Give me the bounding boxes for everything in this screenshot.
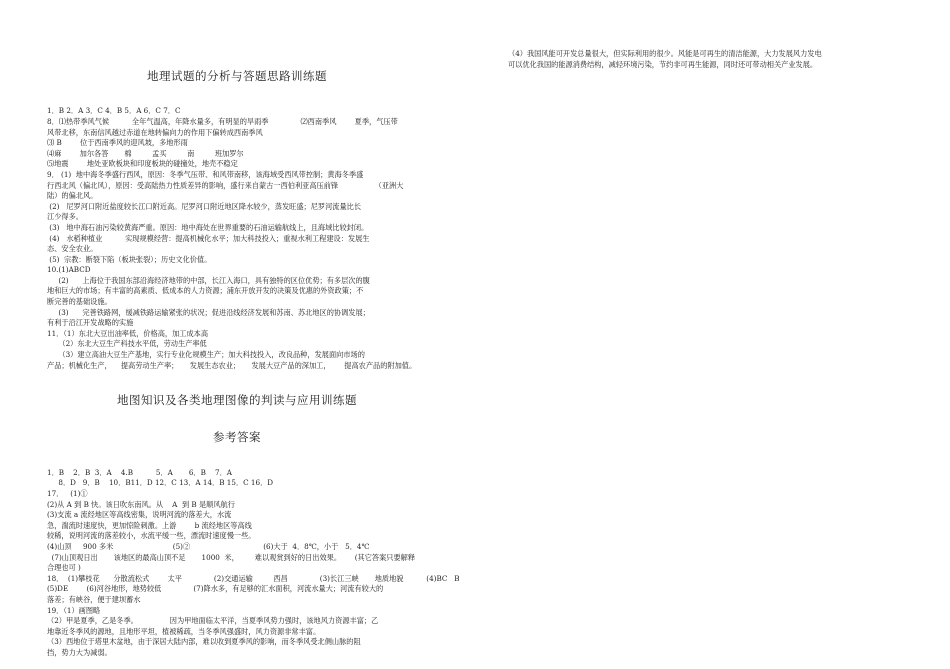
answer-line: 11．（1）东北大豆出油率低，价格高，加工成本高 bbox=[47, 328, 209, 338]
answer-line: 17． (1)① bbox=[47, 488, 88, 498]
answer-line: 急，湍流时速度快，更加惊险刺激。上游 b 流经地区等高线 bbox=[47, 520, 252, 530]
answer-line: 地靠近冬季风的源地，且地形平坦，植被稀疏，当冬季风强盛时，风力资源非常丰富。 bbox=[47, 626, 321, 636]
answer-line: (2) 尼罗河口附近盐度较长江口附近高。尼罗河口附近地区降水较少，蒸发旺盛；尼罗河流量比长 bbox=[47, 201, 362, 211]
title-analysis-training: 地理试题的分析与答题思路训练题 bbox=[147, 69, 327, 84]
answer-line: （3）西地位于塔里木盆地，由于深居大陆内部，难以收到夏季风的影响，而冬季风受北侧山脉的阻 bbox=[47, 637, 361, 647]
answer-line: 可以优化我国的能源消费结构，减轻环境污染，节约非可再生能源，同时还可带动相关产业发展。 bbox=[508, 59, 818, 69]
answer-line: 地和巨大的市场；有丰富的高素质、低成本的人力资源；浦东开放开发的决策及优惠的外资政策；不 bbox=[47, 286, 364, 296]
answer-line: (5) 宗教：断裂下陷（板块张裂）；历史文化价值。 bbox=[47, 254, 212, 264]
answer-line: 陆）的偏北风。 bbox=[47, 191, 98, 201]
answer-line: 行西北风（偏北风），原因：受高陆热力性质差异的影响，盛行来自蒙古一西伯利亚高压前锋 （亚洲大 bbox=[47, 180, 404, 190]
answer-line: (4) 水稻种植业 实现规模经营：提高机械化水平；加大科技投入；重视水利工程建设：发展生 bbox=[47, 233, 370, 243]
answer-line: 9． (1) 地中海冬季盛行西风，原因：冬季气压带、和风带南移，该海域受西风带控制；黄海冬季盛 bbox=[47, 169, 364, 179]
answer-line: 态、安全农业。 bbox=[47, 244, 98, 254]
answer-line: 风带北移，东南信风越过赤道在地转偏向力的作用下偏转成西南季风 bbox=[47, 127, 263, 137]
answer-line: 19．（1）画图略 bbox=[47, 605, 101, 615]
answer-line: (5)DE (6)河谷地形，地势较低 (7)降水多，有足够的汇水面积，河流水量大；河流有较大的 bbox=[47, 584, 384, 594]
section2-answers bbox=[47, 467, 460, 659]
answer-line: 18． (1)攀枝花 分散流松式 太平 (2)交通运输 西昌 (3)长江三峡 地质地貌 (4)BC B bbox=[47, 573, 460, 583]
answer-line: (2)从 A 到 B 快。该日吹东南风。从 A 到 B 是顺风航行 bbox=[47, 499, 235, 509]
answer-line: ⑶ B 位于西南季风的迎风坡，多地形雨 bbox=[47, 138, 188, 148]
answer-line: (3)支流 a 流经地区等高线密集，说明河流的落差大，水流 bbox=[47, 510, 232, 520]
answer-line: ⑸地震 地处亚欧板块和印度板块的碰撞处，地壳不稳定 bbox=[47, 159, 238, 169]
answer-line: （4）我国风能可开发总量很大，但实际利用的很少。风能是可再生的清洁能源，大力发展风力发电 bbox=[508, 49, 822, 58]
answer-line: 合理也可 ) bbox=[47, 563, 81, 573]
answer-line: 断完善的基础设施。 bbox=[47, 297, 112, 307]
answer-line: 落差；有峡谷，便于建坝蓄水 bbox=[47, 594, 141, 604]
title-reference-answers: 参考答案 bbox=[213, 429, 261, 444]
answer-line: ⑷麻 加尔各答 棉 孟买 南 班加罗尔 bbox=[47, 148, 244, 158]
answer-line: 1．B 2．A 3．C 4．B 5．A 6．C 7．C bbox=[47, 106, 181, 116]
answer-line: （2）东北大豆生产科技水平低，劳动生产率低 bbox=[47, 339, 207, 349]
section1-answers bbox=[47, 106, 457, 371]
left-column bbox=[47, 42, 460, 669]
title-map-knowledge-training: 地图知识及各类地理图像的判读与应用训练题 bbox=[117, 393, 357, 408]
answer-line: 有利于沿江开发战略的实施 bbox=[47, 318, 134, 328]
answer-line: （2）甲是夏季，乙是冬季。 因为甲地面临太平洋，当夏季风势力强时，该地风力资源丰富；乙 bbox=[47, 616, 379, 626]
answer-line: (4)山顶 900 多米 (5)② (6)大于 4．8℃，小于 5．4℃ bbox=[47, 541, 370, 551]
answer-line: （3）建立高油大豆生产基地，实行专业化规模生产；加大科技投入，改良品种，发展面向市场的 bbox=[47, 350, 365, 360]
answer-line: 8．D 9．B 10．B11．D 12．C 13．A 14．B 15．C 16．D bbox=[47, 478, 274, 488]
answer-line: (7)山顶观日出 该地区的最高山顶不足 1000 米， 难以观赏到好的日出效果。 (其它答案只要解释 bbox=[47, 552, 416, 562]
answer-line: (3) 完善铁路网，缓减铁路运输紧张的状况；促进沿线经济发展和苏南、苏北地区的协调发展； bbox=[47, 307, 370, 317]
right-column bbox=[508, 49, 908, 70]
answer-line: 产品；机械化生产， 提高劳动生产率； 发展生态农业； 发展大豆产品的深加工， 提高农产品的附加值。 bbox=[47, 360, 417, 370]
answer-line: 挡，势力大为减弱。 bbox=[47, 647, 112, 657]
answer-line: (2) 上海位于我国东部沿海经济地带的中部，长江入海口，具有独特的区位优势；有多层次的腹 bbox=[47, 275, 370, 285]
answer-line: 10.(1)ABCD bbox=[47, 265, 91, 275]
answer-line: 较稀，说明河流的落差较小，水流平缓一些，漂流时速度慢一些。 bbox=[47, 531, 256, 541]
answer-line: 江少得多。 bbox=[47, 212, 83, 222]
answer-line: (3) 地中海石油污染较黄海严重。原因：地中海处在世界重要的石油运输航线上，且海域比较封闭。 bbox=[47, 222, 369, 232]
answer-line: 8．⑴热带季风气候 全年气温高，年降水量多，有明显的旱雨季 ⑵西南季风 夏季，气压带 bbox=[47, 116, 398, 126]
answer-line: 1．B 2．B 3．A 4.B 5．A 6．B 7．A bbox=[47, 467, 232, 477]
